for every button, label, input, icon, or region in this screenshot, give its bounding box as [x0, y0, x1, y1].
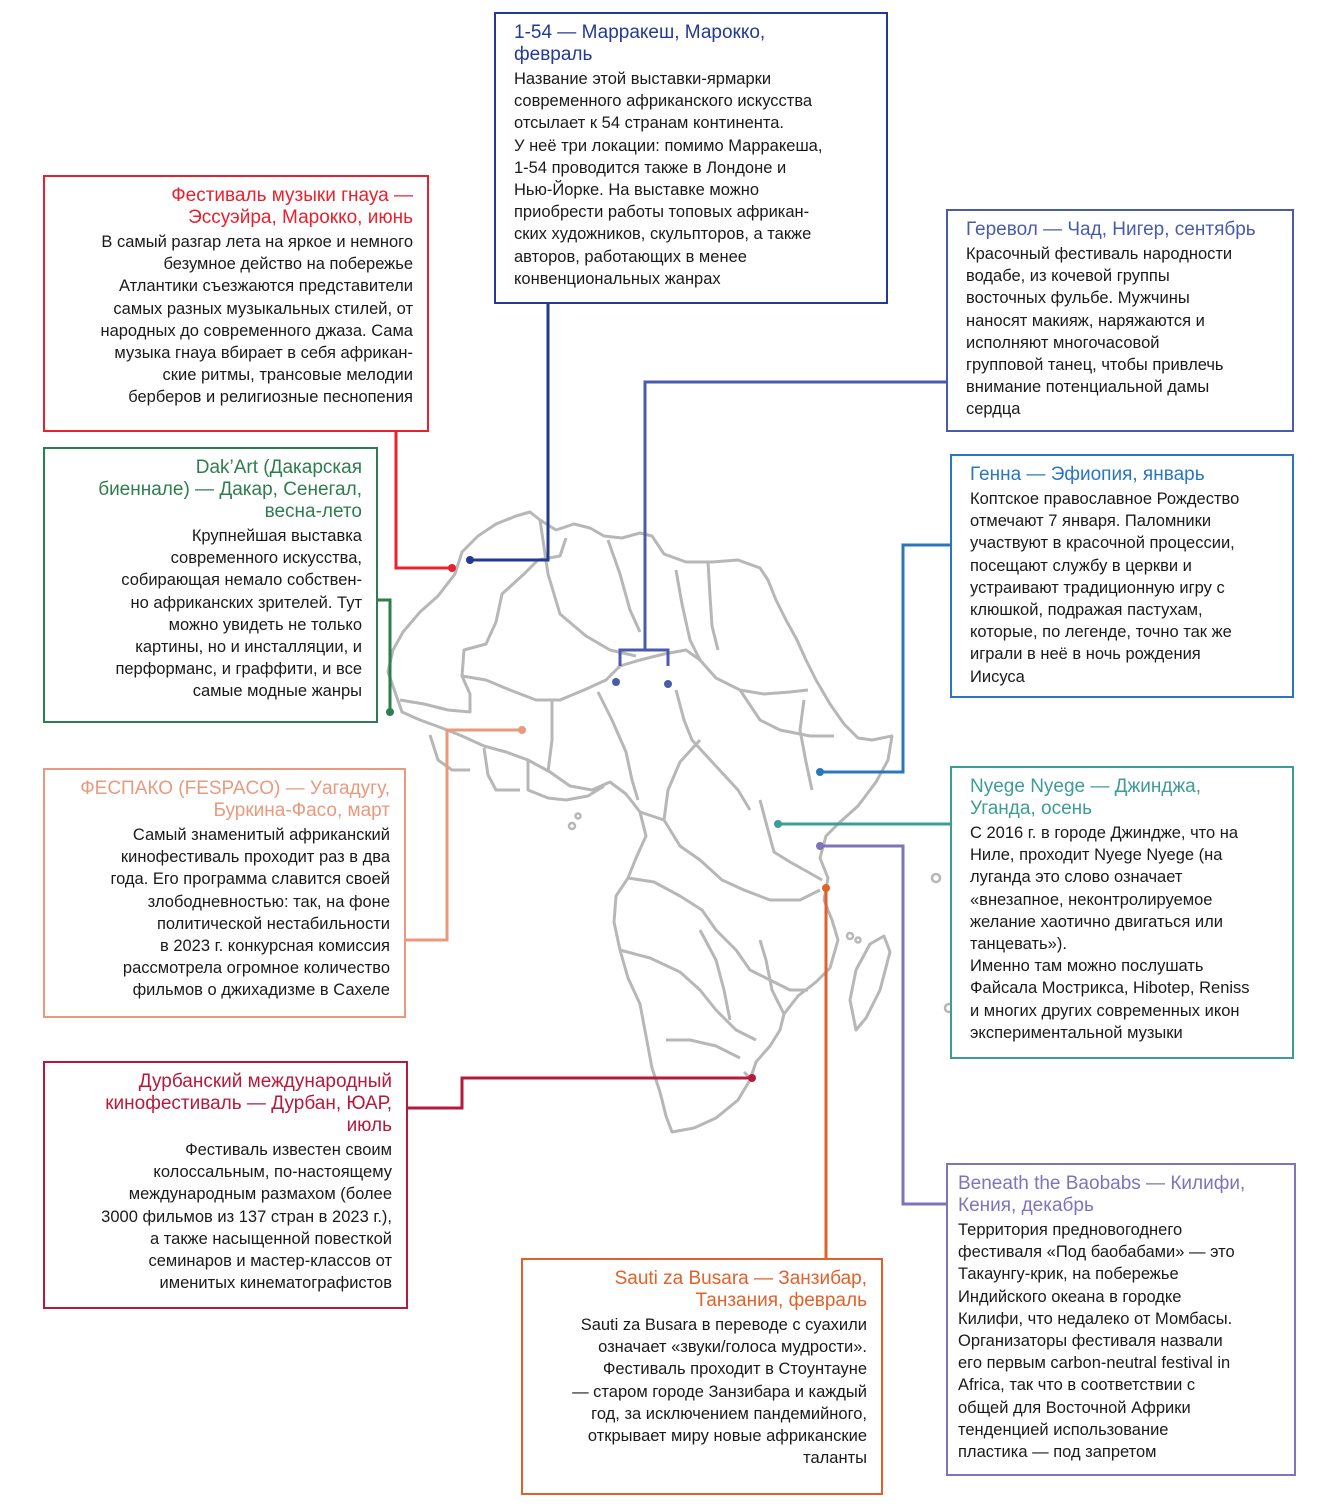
festival-title: Генна — Эфиопия, январь	[970, 464, 1205, 485]
festival-card-fespaco	[43, 768, 406, 1018]
festival-description: Территория предновогоднего фестиваля «Под баобабами» — это Такаунгу-крик, на побережье Индийского океана в городке Килифи, что недалеко от Момбасы. Организаторы фестиваля назвали его первым carbon-neutral festival in Africa, так что в соответствии с общей для Восточной Африки тенденцией использование пластика — под запретом	[958, 1221, 1235, 1462]
marker-ethiopia	[816, 768, 824, 776]
marker-jinja	[774, 820, 782, 828]
marker-niger	[612, 678, 620, 686]
connector-gerewol	[620, 382, 946, 666]
festival-card-one54	[494, 12, 888, 304]
marker-zanzibar	[822, 884, 830, 892]
festival-title: Геревол — Чад, Нигер, сентябрь	[966, 219, 1256, 240]
festival-card-baobabs	[946, 1163, 1296, 1476]
festival-card-gerewol	[946, 209, 1294, 432]
festival-title: Фестиваль музыки гнауа — Эссуэйра, Марокко, июнь	[171, 185, 413, 228]
marker-durban	[748, 1074, 756, 1082]
festival-title: ФЕСПАКО (FESPACO) — Уагадугу, Буркина-Фасо, март	[80, 778, 390, 821]
festival-card-gnaoua	[43, 175, 429, 432]
connector-fespaco	[406, 730, 522, 940]
connector-gnaoua	[396, 432, 452, 568]
festival-description: В самый разгар лета на яркое и немного безумное действо на побережье Атлантики съезжаются представители самых разных музыкальных стилей, от народных до современного джаза. Сама музыка гнауа вбирает в себя африкан- ские ритмы, трансовые мелодии берберов и религиозные песнопения	[100, 233, 413, 407]
festival-title: Dak’Art (Дакарская биеннале) — Дакар, Сенегал, весна-лето	[98, 457, 362, 522]
marker-ouagadougou	[518, 726, 526, 734]
festival-title: Sauti za Busara — Занзибар, Танзания, февраль	[614, 1268, 867, 1311]
connector-durban	[408, 1078, 752, 1108]
festival-card-genna	[950, 454, 1294, 698]
festival-card-sauti	[521, 1258, 883, 1495]
festival-description: Красочный фестиваль народности водабе, из кочевой группы восточных фульбе. Мужчины наносят макияж, наряжаются и исполняют многочасовой групповой танец, чтобы привлечь внимание потенциальной дамы сердца	[966, 245, 1233, 419]
marker-dakar	[386, 708, 394, 716]
festival-card-dakart	[43, 447, 378, 723]
connector-lines	[378, 304, 950, 1258]
connector-one54	[470, 304, 548, 560]
festival-title: Дурбанский международный кинофестиваль — Дурбан, ЮАР, июль	[105, 1071, 392, 1136]
festival-title: Nyege Nyege — Джинджа, Уганда, осень	[970, 776, 1202, 819]
marker-chad	[664, 680, 672, 688]
festival-description: Sauti za Busara в переводе с суахили означает «звуки/голоса мудрости». Фестиваль проходит в Стоунтауне — старом городе Занзибара и каждый год, за исключением пандемийного, открывает миру новые африканские таланты	[572, 1316, 867, 1468]
festival-title: Beneath the Baobabs — Килифи, Кения, декабрь	[958, 1173, 1246, 1216]
festival-description: Крупнейшая выставка современного искусства, собирающая немало собствен- но африканских зрителей. Тут можно увидеть не только картины, но и инсталляции, и перформанс, и граффити, и все самые модные жанры	[115, 527, 362, 701]
location-markers	[386, 556, 830, 1082]
festival-description: Фестиваль известен своим колоссальным, по-настоящему международным размахом (более 3000 фильмов из 137 стран в 2023 г.), а также насыщенной повесткой семинаров и мастер-классов от именитых кинематографистов	[101, 1141, 392, 1293]
connector-baobabs	[820, 846, 946, 1204]
festival-card-durban	[43, 1061, 408, 1309]
africa-outline	[388, 512, 892, 1132]
marker-marrakesh	[466, 556, 474, 564]
festival-card-nyege	[950, 766, 1294, 1059]
festival-description: Коптское православное Рождество отмечают 7 января. Паломники участвуют в красочной процессии, посещают службу в церкви и устраивают традиционную игру с клюшкой, подражая пастухам, которые, по легенде, точно так же играли в неё в ночь рождения Иисуса	[970, 490, 1240, 686]
festival-description: Название этой выставки-ярмарки современного африканского искусства отсылает к 54 странам континента. У неё три локации: помимо Марракеша, 1-54 проводится также в Лондоне и Нью-Йорке. На выставке можно приобрести работы топовых африкан- ских художников, скульпторов, а также авторов, работающих в менее конвенциональных жанрах	[514, 70, 823, 288]
marker-essaouira	[448, 564, 456, 572]
connector-dakart	[378, 600, 390, 712]
marker-kilifi	[816, 842, 824, 850]
festival-title: 1-54 — Марракеш, Марокко, февраль	[514, 22, 766, 65]
festival-description: Самый знаменитый африканский кинофестиваль проходит раз в два года. Его программа славится своей злободневностью: так, на фоне политической нестабильности в 2023 г. конкурсная комиссия рассмотрела огромное количество фильмов о джихадизме в Сахеле	[110, 826, 390, 1000]
festival-description: С 2016 г. в городе Джиндже, что на Ниле, проходит Nyege Nyege (на луганда это слово означает «внезапное, неконтролируемое желание хаотично двигаться или танцевать»). Именно там можно послушать Файсала Мострикса, Hibotep, Reniss и многих других современных икон экспериментальной музыки	[970, 824, 1250, 1042]
